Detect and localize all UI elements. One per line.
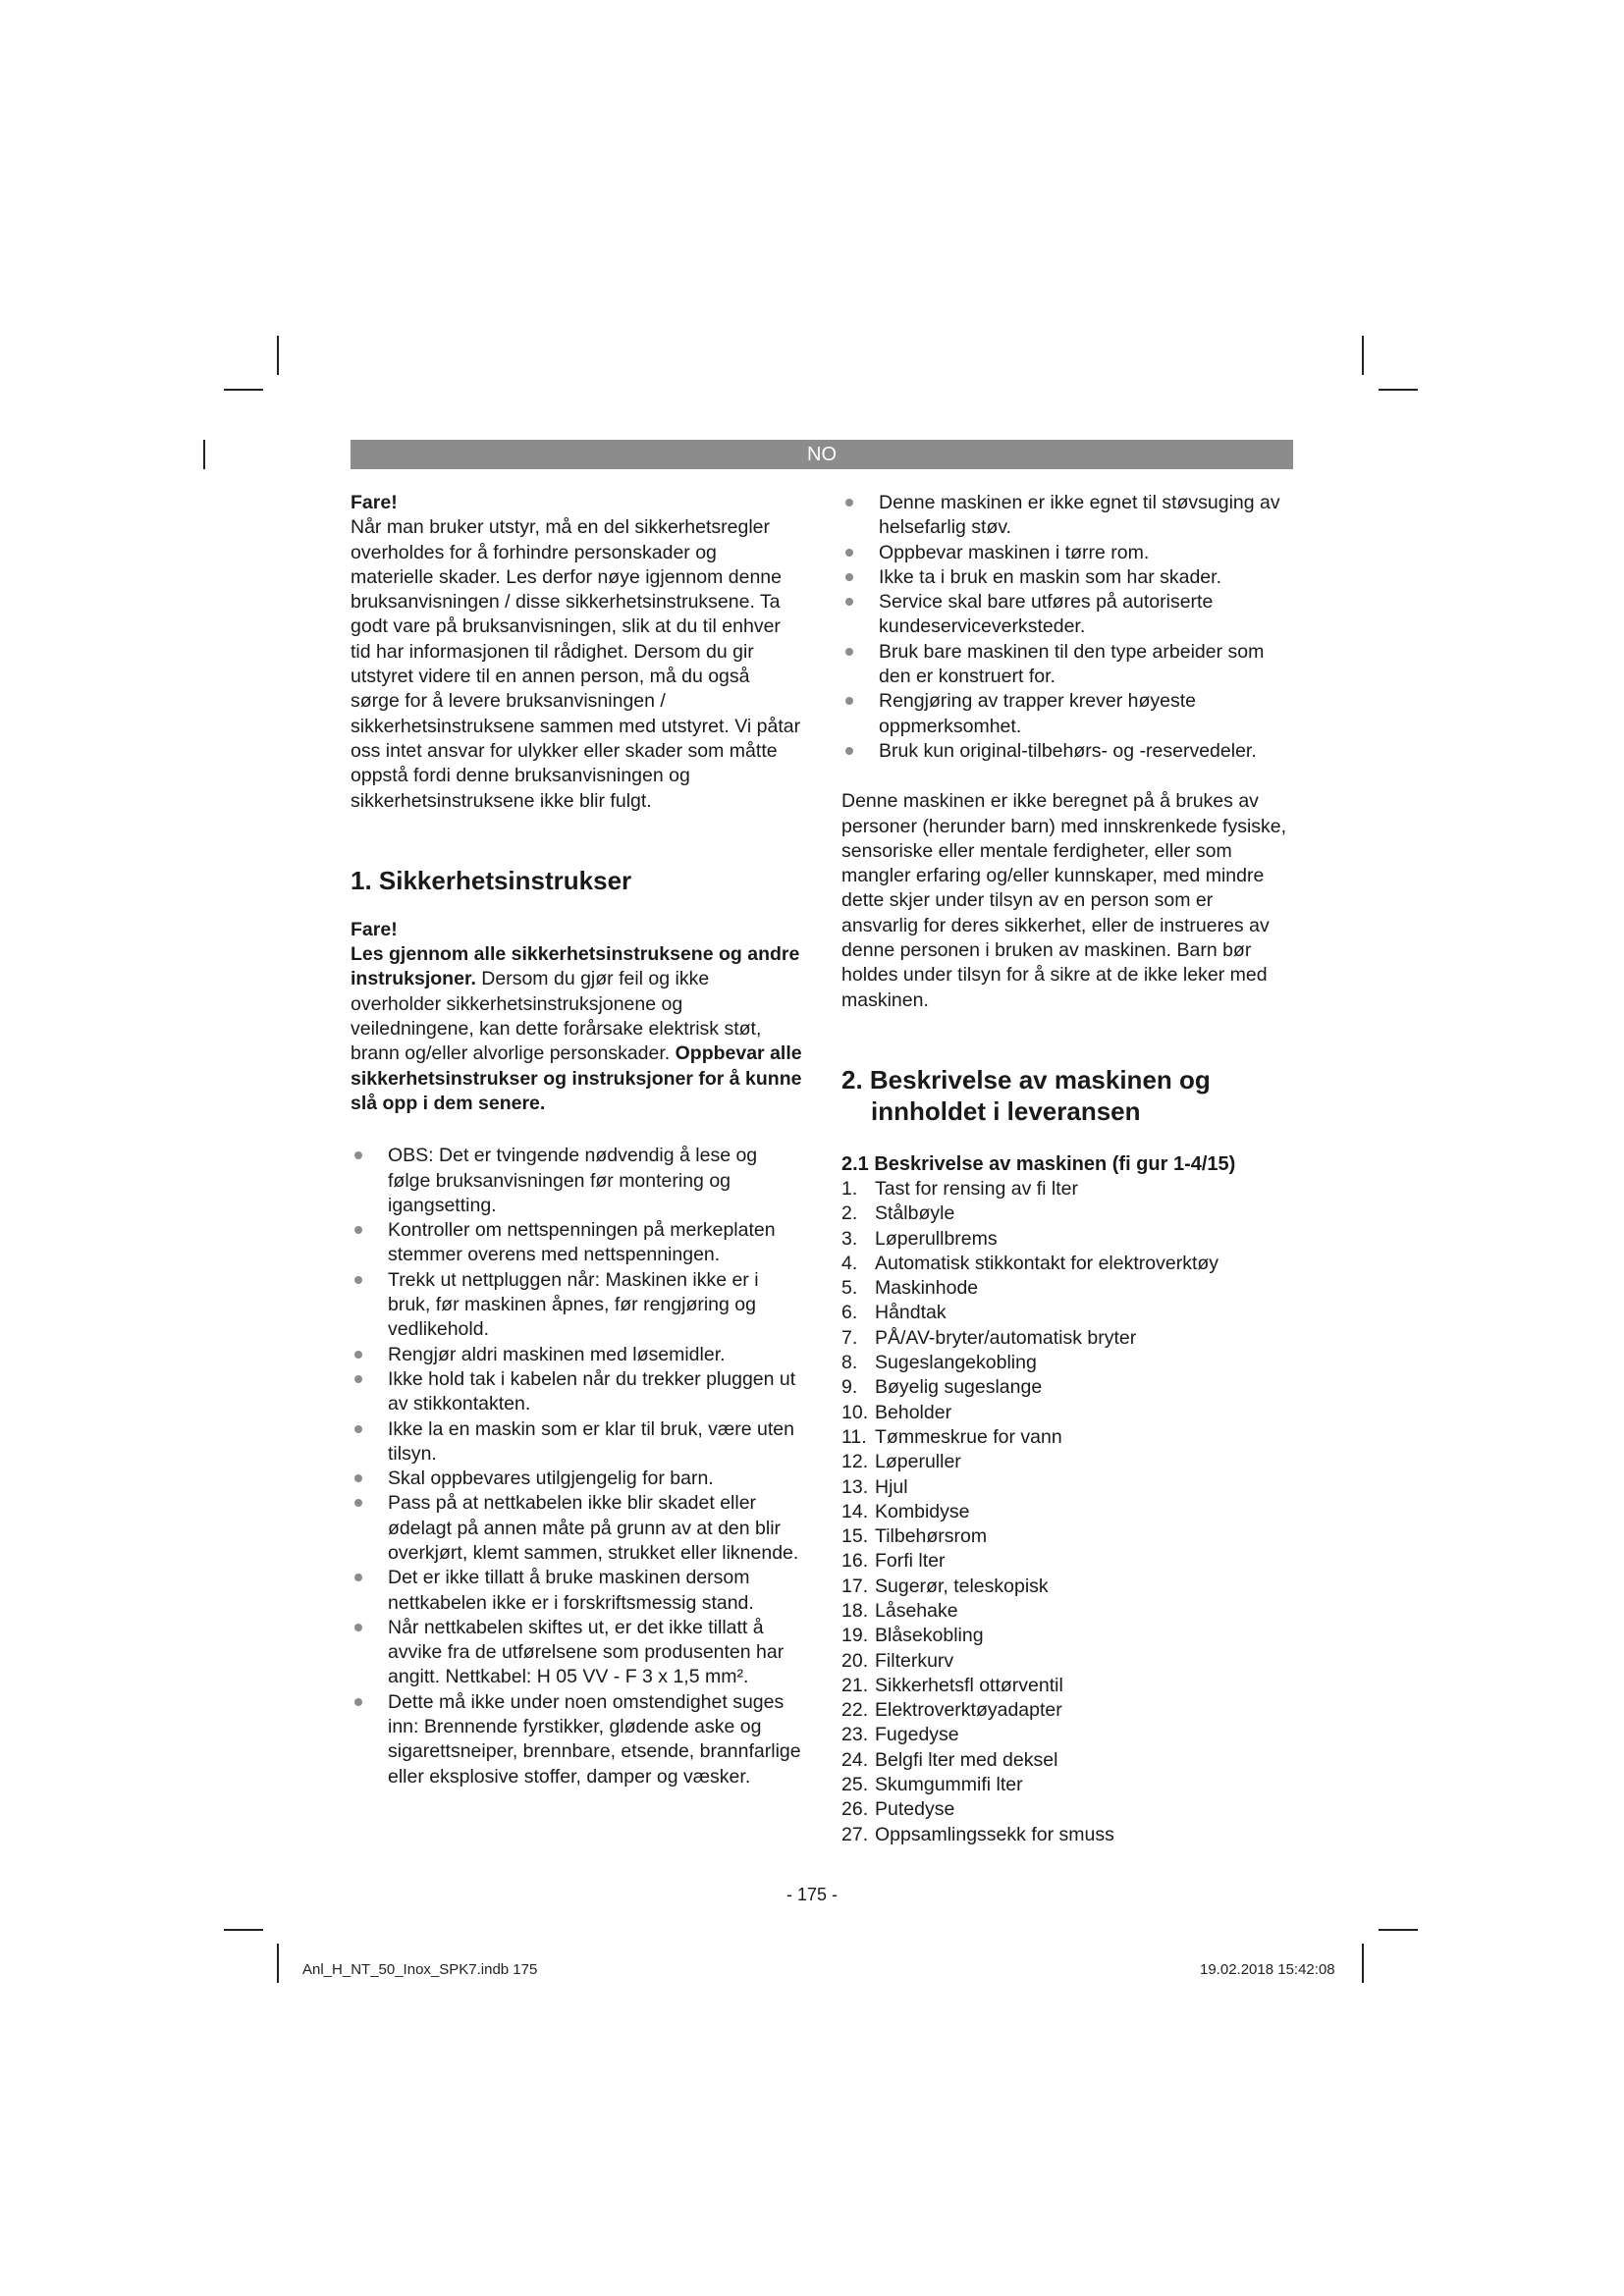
- list-item: Ikke ta i bruk en maskin som har skader.: [841, 565, 1293, 590]
- crop-mark: [1379, 1929, 1418, 1931]
- list-item: 2. Stålbøyle: [841, 1202, 955, 1225]
- list-item: Når nettkabelen skiftes ut, er det ikke tillatt å avvike fra de utførelsene som produsenten har angitt. Nettkabel: H 05 VV - F 3 x 1,5 mm².: [351, 1616, 802, 1690]
- crop-mark: [277, 336, 279, 375]
- list-item: 23. Fugedyse: [841, 1724, 959, 1746]
- page-number: - 175 -: [785, 1885, 839, 1904]
- safety-bullet-list-continued: [841, 491, 1293, 764]
- crop-mark: [1362, 1944, 1364, 1983]
- list-item: Bruk kun original-tilbehørs- og -reservedeler.: [841, 739, 1293, 764]
- list-item: 26. Putedyse: [841, 1798, 955, 1821]
- list-item: Trekk ut nettpluggen når: Maskinen ikke er i bruk, før maskinen åpnes, før rengjøring og vedlikehold.: [351, 1268, 802, 1343]
- warning-paragraph: [351, 942, 802, 1116]
- list-item: 13. Hjul: [841, 1475, 908, 1498]
- language-header-bar: [351, 440, 1293, 469]
- crop-mark: [224, 389, 263, 391]
- footer-filename: Anl_H_NT_50_Inox_SPK7.indb 175: [302, 1961, 538, 1978]
- warning-bold-2: Oppbevar alle sikkerhetsinstrukser og instruksjoner for å kunne slå opp i dem senere.: [351, 1042, 802, 1114]
- list-item: 8. Sugeslangekobling: [841, 1352, 1037, 1374]
- list-item: Det er ikke tillatt å bruke maskinen dersom nettkabelen ikke er i forskriftsmessig stand.: [351, 1566, 802, 1616]
- footer-timestamp: 19.02.2018 15:42:08: [1200, 1961, 1335, 1978]
- intro-paragraph: Når man bruker utstyr, må en del sikkerhetsregler overholdes for å forhindre personskader og materielle skader. Les derfor nøye igjennom denne bruksanvisningen / disse sikkerhetsinstruksene. Ta godt vare på bruksanvisningen, slik at du til enhver tid har informasjonen til rådighet. Dersom du gir utstyret videre til en annen person, må du også sørge for å levere bruksanvisningen / sikkerhetsinstruksene sammen med utstyret. Vi påtar oss intet ansvar for ulykker eller skader som måtte oppstå fordi denne bruksanvisningen og sikkerhetsinstruksene ikke blir fulgt.: [351, 516, 801, 812]
- list-item: Pass på at nettkabelen ikke blir skadet eller ødelagt på annen måte på grunn av at den blir overkjørt, klemt sammen, strukket eller liknende.: [351, 1491, 802, 1566]
- list-item: Oppbevar maskinen i tørre rom.: [841, 541, 1293, 565]
- list-item: 11. Tømmeskrue for vann: [841, 1425, 1062, 1448]
- children-paragraph: Denne maskinen er ikke beregnet på å brukes av personer (herunder barn) med innskrenkede fysiske, sensoriske eller mentale ferdigheter, eller som mangler erfaring og/eller kunnskaper, med mindre dette skjer under tilsyn av en person som er ansvarlig for deres sikkerhet, eller de instrueres av denne personen i bruken av maskinen. Barn bør holdes under tilsyn for å sikre at de ikke leker med maskinen.: [841, 790, 1287, 1011]
- list-item: 25. Skumgummifi lter: [841, 1774, 1023, 1796]
- list-item: Kontroller om nettspenningen på merkeplaten stemmer overens med nettspenningen.: [351, 1218, 802, 1268]
- list-item: Denne maskinen er ikke egnet til støvsuging av helsefarlig støv.: [841, 491, 1293, 541]
- crop-mark: [1379, 389, 1418, 391]
- list-item: 4. Automatisk stikkontakt for elektroverktøy: [841, 1252, 1219, 1274]
- list-item: 14. Kombidyse: [841, 1500, 970, 1522]
- list-item: Dette må ikke under noen omstendighet suges inn: Brennende fyrstikker, glødende aske og sigarettsneiper, brennbare, etsende, brannfarlige eller eksplosive stoffer, damper og væsker.: [351, 1690, 802, 1789]
- warning-text: Dersom du gjør feil og ikke overholder sikkerhetsinstruksjonene og veiledningene, kan dette forårsake elektrisk støt, brann og/eller alvorlige personskader.: [351, 968, 762, 1065]
- list-item: 1. Tast for rensing av fi lter: [841, 1177, 1078, 1200]
- parts-list: [841, 1177, 1293, 1847]
- list-item: 9. Bøyelig sugeslange: [841, 1376, 1043, 1399]
- crop-mark: [277, 1944, 279, 1983]
- crop-mark: [224, 1929, 263, 1931]
- list-item: OBS: Det er tvingende nødvendig å lese og følge bruksanvisningen før montering og igangsetting.: [351, 1144, 802, 1218]
- list-item: 24. Belgfi lter med deksel: [841, 1748, 1058, 1771]
- list-item: Ikke hold tak i kabelen når du trekker pluggen ut av stikkontakten.: [351, 1367, 802, 1417]
- list-item: 10. Beholder: [841, 1401, 952, 1423]
- safety-bullet-list: [351, 1144, 802, 1789]
- list-item: Ikke la en maskin som er klar til bruk, være uten tilsyn.: [351, 1417, 802, 1468]
- list-item: 27. Oppsamlingssekk for smuss: [841, 1823, 1114, 1845]
- crop-mark: [203, 440, 205, 469]
- list-item: 20. Filterkurv: [841, 1649, 954, 1672]
- list-item: 19. Blåsekobling: [841, 1625, 984, 1647]
- list-item: Rengjøring av trapper krever høyeste oppmerksomhet.: [841, 689, 1293, 739]
- list-item: 18. Låsehake: [841, 1599, 958, 1622]
- left-column: [351, 491, 802, 1789]
- list-item: 22. Elektroverktøyadapter: [841, 1699, 1062, 1722]
- list-item: 7. PÅ/AV-bryter/automatisk bryter: [841, 1326, 1137, 1349]
- list-item: Skal oppbevares utilgjengelig for barn.: [351, 1467, 802, 1491]
- list-item: 21. Sikkerhetsfl ottørventil: [841, 1674, 1063, 1696]
- list-item: 5. Maskinhode: [841, 1277, 979, 1300]
- crop-mark: [1362, 336, 1364, 375]
- section-2-heading: 2. Beskrivelse av maskinen og innholdet i leveransen: [841, 1064, 1211, 1126]
- list-item: 16. Forfi lter: [841, 1550, 946, 1573]
- language-label: NO: [807, 444, 837, 465]
- list-item: Service skal bare utføres på autoriserte kundeserviceverksteder.: [841, 590, 1293, 640]
- list-item: 15. Tilbehørsrom: [841, 1525, 988, 1548]
- warning-title: Fare!: [351, 492, 398, 513]
- warning-bold-1: Les gjennom alle sikkerhetsinstruksene og andre instruksjoner.: [351, 943, 800, 990]
- list-item: Bruk bare maskinen til den type arbeider som den er konstruert for.: [841, 640, 1293, 690]
- list-item: 17. Sugerør, teleskopisk: [841, 1575, 1049, 1597]
- subsection-2-1-heading: 2.1 Beskrivelse av maskinen (fi gur 1-4/15): [841, 1152, 1236, 1175]
- section-1-heading: 1. Sikkerhetsinstrukser: [351, 865, 632, 895]
- list-item: 6. Håndtak: [841, 1302, 947, 1324]
- warning-title-2: Fare!: [351, 918, 398, 940]
- list-item: Rengjør aldri maskinen med løsemidler.: [351, 1343, 802, 1367]
- list-item: 3. Løperullbrems: [841, 1227, 998, 1250]
- list-item: 12. Løperuller: [841, 1451, 961, 1473]
- right-column: [841, 491, 1293, 1847]
